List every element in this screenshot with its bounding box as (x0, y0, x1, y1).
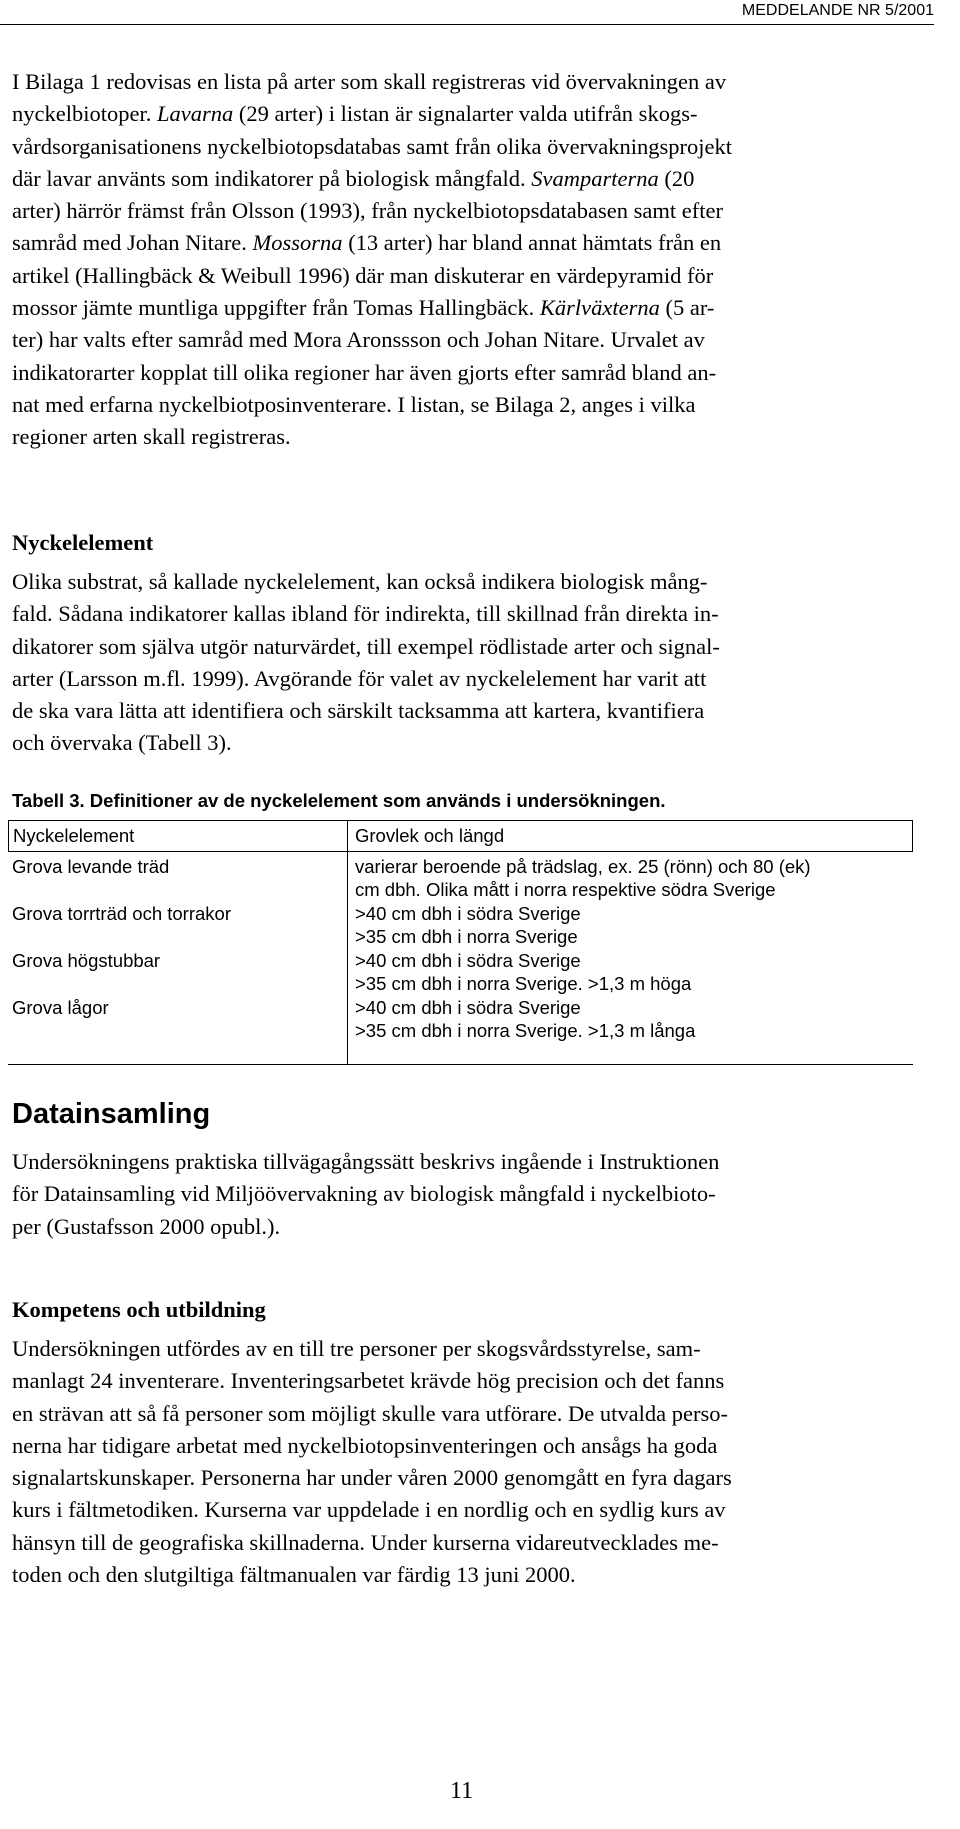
intro-line: ter) har valts efter samråd med Mora Aronssson och Johan Nitare. Urvalet av (12, 327, 705, 353)
intro-line: mossor jämte muntliga uppgifter från Tomas Hallingbäck. Kärlväxterna (5 ar- (12, 295, 715, 321)
paragraph-line: kurs i fältmetodiken. Kurserna var uppdelade i en nordlig och en sydlig kurs av (12, 1497, 726, 1523)
section-heading-nyckelelement: Nyckelelement (12, 530, 154, 555)
table-cell-desc: cm dbh. Olika mått i norra respektive södra Sverige (355, 879, 776, 900)
intro-line: vårdsorganisationens nyckelbiotopsdatabas samt från olika övervakningsprojekt (12, 133, 733, 159)
table-caption: Tabell 3. Definitioner av de nyckelelement som används i undersökningen. (12, 790, 666, 811)
table-cell-desc: >35 cm dbh i norra Sverige. >1,3 m höga (355, 973, 692, 994)
intro-paragraph (12, 66, 930, 454)
column-divider (347, 852, 348, 1064)
column-header-nyckelelement: Nyckelelement (13, 825, 135, 846)
paragraph-line: Undersökningens praktiska tillvägagångssätt beskrivs ingående i Instruktionen (12, 1149, 720, 1174)
intro-line: indikatorarter kopplat till olika regioner har även gjorts efter samråd bland an- (12, 359, 717, 385)
paragraph-line: fald. Sådana indikatorer kallas ibland för indirekta, till skillnad från direkta in- (12, 601, 719, 627)
table-cell-name: Grova lågor (12, 997, 109, 1018)
column-divider (347, 821, 348, 851)
table-body (8, 852, 913, 1065)
table-cell-desc: >35 cm dbh i norra Sverige. >1,3 m långa (355, 1020, 696, 1041)
table-cell-name: Grova levande träd (12, 856, 170, 877)
italic-term: Mossorna (252, 230, 343, 256)
intro-line: nyckelbiotoper. Lavarna (29 arter) i listan är signalarter valda utifrån skogs- (12, 101, 698, 127)
intro-line: regioner arten skall registreras. (12, 424, 291, 450)
section-heading-datainsamling: Datainsamling (12, 1098, 211, 1130)
table-cell-desc: >40 cm dbh i södra Sverige (355, 997, 581, 1018)
italic-term: Lavarna (156, 101, 234, 127)
paragraph-line: nerna har tidigare arbetat med nyckelbiotopsinventeringen och ansågs ha goda (12, 1432, 718, 1458)
nyckelelement-paragraph (12, 566, 930, 760)
paragraph-line: för Datainsamling vid Miljöövervakning av biologisk mångfald i nyckelbioto- (12, 1181, 716, 1207)
paragraph-line: arter (Larsson m.fl. 1999). Avgörande för valet av nyckelelement har varit att (12, 665, 707, 691)
paragraph-line: och övervaka (Tabell 3). (12, 730, 232, 756)
intro-line: I Bilaga 1 redovisas en lista på arter som skall registreras vid övervakningen av (12, 69, 727, 94)
header-title: MEDDELANDE NR 5/2001 (741, 2, 934, 19)
paragraph-line: de ska vara lätta att identifiera och särskilt tacksamma att kartera, kvantifiera (12, 698, 705, 724)
italic-term: Svamparterna (531, 165, 659, 191)
paragraph-line: Undersökningen utfördes av en till tre personer per skogsvårdsstyrelse, sam- (12, 1336, 701, 1361)
definitions-table (8, 820, 913, 1065)
paragraph-line: dikatorer som själva utgör naturvärdet, till exempel rödlistade arter och signal- (12, 633, 720, 659)
table-cell-desc: varierar beroende på trädslag, ex. 25 (rönn) och 80 (ek) (355, 856, 811, 877)
page-number: 11 (450, 1778, 474, 1804)
paragraph-line: signalartskunskaper. Personerna har under våren 2000 genomgått en fyra dagars (12, 1465, 732, 1491)
table-cell-desc: >40 cm dbh i södra Sverige (355, 950, 581, 971)
paragraph-line: per (Gustafsson 2000 opubl.). (12, 1213, 281, 1239)
intro-line: artikel (Hallingbäck & Weibull 1996) där man diskuterar en värdepyramid för (12, 262, 714, 288)
paragraph-line: toden och den slutgiltiga fältmanualen var färdig 13 juni 2000. (12, 1562, 576, 1588)
table-header-row (8, 820, 913, 852)
intro-line: nat med erfarna nyckelbiotposinventerare. I listan, se Bilaga 2, anges i vilka (12, 391, 696, 417)
kompetens-paragraph (12, 1333, 930, 1591)
page-header (0, 0, 934, 25)
italic-term: Kärlväxterna (539, 295, 660, 321)
intro-line: där lavar använts som indikatorer på biologisk mångfald. Svamparterna (20 (12, 165, 695, 191)
table-cell-desc: >35 cm dbh i norra Sverige (355, 926, 578, 947)
paragraph-line: manlagt 24 inventerare. Inventeringsarbetet krävde hög precision och det fanns (12, 1368, 725, 1394)
table-cell-name: Grova torrträd och torrakor (12, 903, 231, 924)
intro-line: arter) härrör främst från Olsson (1993), från nyckelbiotopsdatabasen samt efter (12, 198, 723, 224)
section-heading-kompetens: Kompetens och utbildning (12, 1297, 266, 1322)
paragraph-line: Olika substrat, så kallade nyckelelement, kan också indikera biologisk mång- (12, 569, 708, 594)
paragraph-line: en strävan att så få personer som möjligt skulle vara utförare. De utvalda perso- (12, 1400, 729, 1426)
paragraph-line: hänsyn till de geografiska skillnaderna. Under kurserna vidareutvecklades me- (12, 1529, 719, 1555)
intro-line: samråd med Johan Nitare. Mossorna (13 arter) har bland annat hämtats från en (12, 230, 722, 256)
column-header-grovlek: Grovlek och längd (355, 825, 505, 846)
table-cell-desc: >40 cm dbh i södra Sverige (355, 903, 581, 924)
datainsamling-paragraph (12, 1146, 930, 1243)
table-cell-name: Grova högstubbar (12, 950, 161, 971)
